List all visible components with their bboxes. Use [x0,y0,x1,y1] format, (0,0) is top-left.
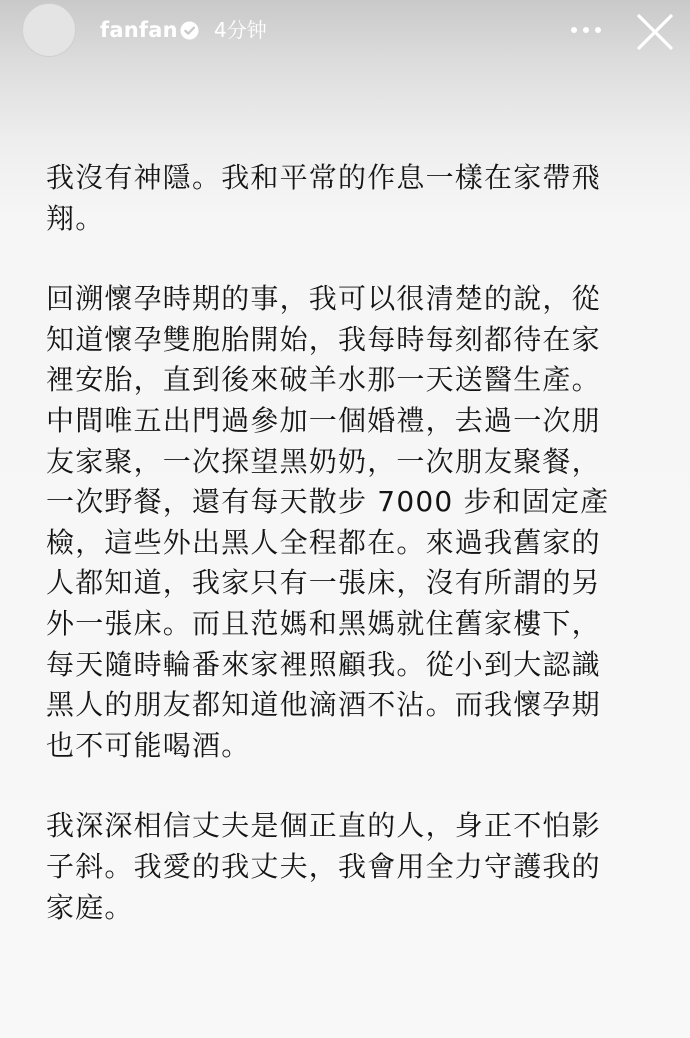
text-line: 回溯懷孕時期的事，我可以很清楚的說，從 [46,282,601,316]
verified-badge-icon [180,21,199,40]
story-text [46,158,646,928]
text-line: 知道懷孕雙胞胎開始，我每時每刻都待在家 [46,322,601,356]
username[interactable]: fanfan [100,18,178,42]
text-line: 一次野餐，還有每天散步 7000 步和固定產 [46,485,610,519]
text-line: 黑人的朋友都知道他滴酒不沾。而我懷孕期 [46,688,601,722]
text-line: 也不可能喝酒。 [46,728,251,762]
text-line: 家庭。 [46,890,134,924]
text-line: 翔。 [46,201,105,235]
text-line: 外一張床。而且范媽和黑媽就住舊家樓下， [46,606,601,640]
more-options-icon[interactable] [566,14,606,46]
paragraph [46,279,646,766]
text-line: 人都知道，我家只有一張床，沒有所謂的另 [46,566,601,600]
text-line: 裡安胎，直到後來破羊水那一天送醫生產。 [46,363,601,397]
avatar[interactable] [22,3,76,57]
text-line: 中間唯五出門過參加一個婚禮，去過一次朋 [46,403,601,437]
text-line: 子斜。我愛的我丈夫，我會用全力守護我的 [46,849,601,883]
paragraph [46,158,646,239]
text-line: 每天隨時輪番來家裡照顧我。從小到大認識 [46,647,601,681]
text-line: 友家聚，一次探望黑奶奶，一次朋友聚餐， [46,444,601,478]
text-line: 檢，這些外出黑人全程都在。來過我舊家的 [46,525,601,559]
close-icon[interactable] [634,11,676,53]
paragraph [46,806,646,928]
text-line: 我深深相信丈夫是個正直的人，身正不怕影 [46,809,601,843]
text-line: 我沒有神隱。我和平常的作息一樣在家帶飛 [46,161,601,194]
timestamp: 4分钟 [214,18,267,42]
story-header [0,0,690,64]
